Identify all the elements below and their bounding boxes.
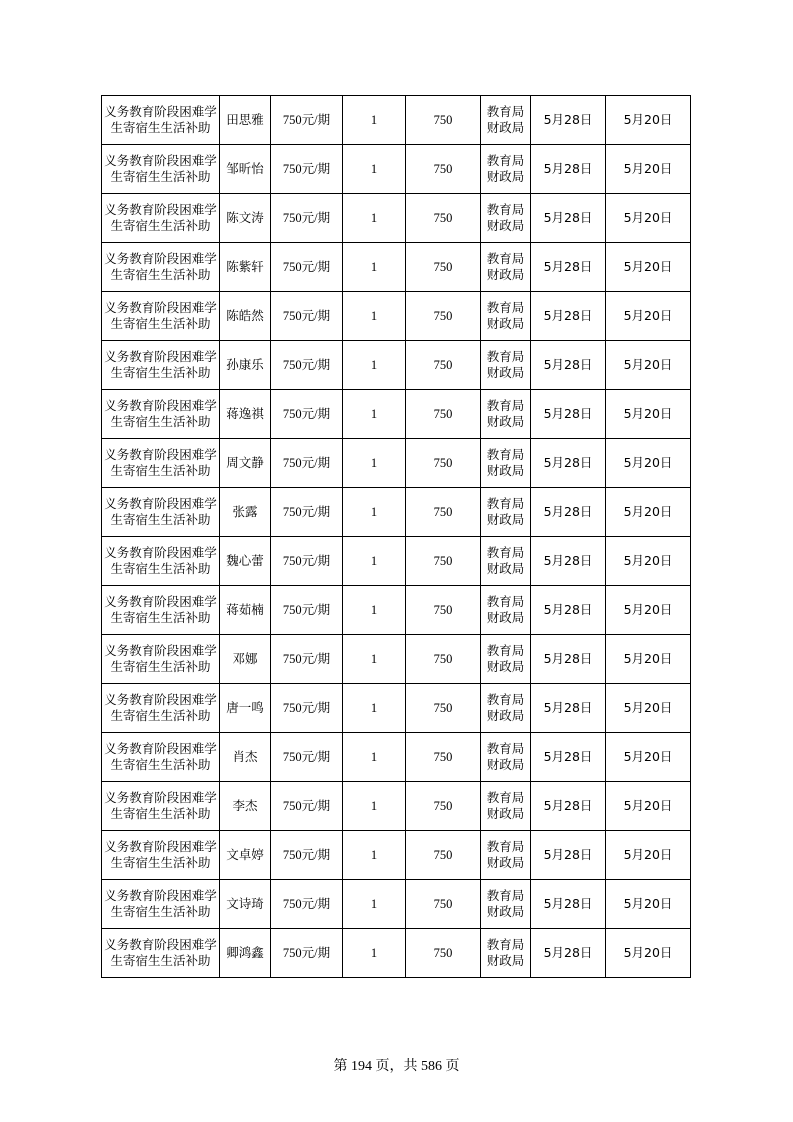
cell-date-1: 5月28日 [531,635,606,684]
cell-amount: 750 [406,292,481,341]
cell-quantity: 1 [343,292,406,341]
cell-amount: 750 [406,929,481,978]
cell-student-name: 李杰 [220,782,271,831]
cell-department: 教育局财政局 [481,292,531,341]
cell-student-name: 文卓婷 [220,831,271,880]
cell-amount: 750 [406,831,481,880]
cell-quantity: 1 [343,586,406,635]
cell-date-2: 5月20日 [606,341,691,390]
cell-subsidy-item: 义务教育阶段困难学生寄宿生生活补助 [102,880,220,929]
cell-student-name: 周文静 [220,439,271,488]
cell-quantity: 1 [343,537,406,586]
cell-department: 教育局财政局 [481,635,531,684]
cell-amount: 750 [406,733,481,782]
cell-department: 教育局财政局 [481,782,531,831]
cell-date-1: 5月28日 [531,292,606,341]
cell-date-1: 5月28日 [531,439,606,488]
cell-standard: 750元/期 [271,390,343,439]
cell-standard: 750元/期 [271,145,343,194]
cell-student-name: 蒋茹楠 [220,586,271,635]
cell-student-name: 肖杰 [220,733,271,782]
table-row [102,586,691,635]
cell-standard: 750元/期 [271,831,343,880]
footer-suffix: 页 [445,1059,460,1074]
cell-subsidy-item: 义务教育阶段困难学生寄宿生生活补助 [102,684,220,733]
table-row [102,488,691,537]
cell-date-1: 5月28日 [531,194,606,243]
cell-student-name: 魏心蕾 [220,537,271,586]
cell-amount: 750 [406,488,481,537]
cell-student-name: 卿鸿鑫 [220,929,271,978]
cell-date-2: 5月20日 [606,439,691,488]
cell-date-2: 5月20日 [606,635,691,684]
cell-date-2: 5月20日 [606,782,691,831]
cell-department: 教育局财政局 [481,733,531,782]
cell-subsidy-item: 义务教育阶段困难学生寄宿生生活补助 [102,537,220,586]
cell-quantity: 1 [343,390,406,439]
cell-date-1: 5月28日 [531,929,606,978]
cell-subsidy-item: 义务教育阶段困难学生寄宿生生活补助 [102,292,220,341]
cell-subsidy-item: 义务教育阶段困难学生寄宿生生活补助 [102,96,220,145]
cell-date-1: 5月28日 [531,390,606,439]
cell-amount: 750 [406,390,481,439]
cell-department: 教育局财政局 [481,194,531,243]
cell-student-name: 唐一鸣 [220,684,271,733]
table-row [102,831,691,880]
cell-department: 教育局财政局 [481,341,531,390]
cell-amount: 750 [406,439,481,488]
cell-subsidy-item: 义务教育阶段困难学生寄宿生生活补助 [102,145,220,194]
cell-department: 教育局财政局 [481,537,531,586]
cell-quantity: 1 [343,782,406,831]
cell-quantity: 1 [343,929,406,978]
cell-amount: 750 [406,194,481,243]
cell-date-1: 5月28日 [531,341,606,390]
table-row [102,635,691,684]
cell-student-name: 陈皓然 [220,292,271,341]
cell-department: 教育局财政局 [481,488,531,537]
cell-student-name: 张露 [220,488,271,537]
cell-student-name: 蒋逸祺 [220,390,271,439]
cell-department: 教育局财政局 [481,586,531,635]
cell-date-1: 5月28日 [531,831,606,880]
cell-date-2: 5月20日 [606,292,691,341]
cell-amount: 750 [406,782,481,831]
table-body [102,96,691,978]
cell-department: 教育局财政局 [481,929,531,978]
table-row [102,439,691,488]
cell-quantity: 1 [343,684,406,733]
cell-quantity: 1 [343,880,406,929]
cell-subsidy-item: 义务教育阶段困难学生寄宿生生活补助 [102,439,220,488]
cell-date-1: 5月28日 [531,96,606,145]
cell-standard: 750元/期 [271,586,343,635]
cell-amount: 750 [406,684,481,733]
cell-date-1: 5月28日 [531,243,606,292]
cell-subsidy-item: 义务教育阶段困难学生寄宿生生活补助 [102,586,220,635]
table-row [102,880,691,929]
cell-date-1: 5月28日 [531,488,606,537]
cell-student-name: 田思雅 [220,96,271,145]
cell-amount: 750 [406,537,481,586]
cell-subsidy-item: 义务教育阶段困难学生寄宿生生活补助 [102,341,220,390]
cell-date-1: 5月28日 [531,782,606,831]
cell-date-2: 5月20日 [606,831,691,880]
table-row [102,537,691,586]
cell-date-2: 5月20日 [606,488,691,537]
cell-department: 教育局财政局 [481,684,531,733]
cell-department: 教育局财政局 [481,145,531,194]
cell-standard: 750元/期 [271,341,343,390]
cell-date-2: 5月20日 [606,194,691,243]
cell-date-2: 5月20日 [606,684,691,733]
table-row [102,684,691,733]
cell-standard: 750元/期 [271,488,343,537]
cell-date-2: 5月20日 [606,880,691,929]
cell-date-2: 5月20日 [606,145,691,194]
cell-quantity: 1 [343,733,406,782]
cell-date-2: 5月20日 [606,586,691,635]
cell-date-1: 5月28日 [531,880,606,929]
cell-date-1: 5月28日 [531,733,606,782]
cell-subsidy-item: 义务教育阶段困难学生寄宿生生活补助 [102,635,220,684]
footer-prefix: 第 [333,1059,348,1074]
cell-quantity: 1 [343,488,406,537]
cell-date-1: 5月28日 [531,586,606,635]
cell-amount: 750 [406,96,481,145]
cell-subsidy-item: 义务教育阶段困难学生寄宿生生活补助 [102,782,220,831]
cell-department: 教育局财政局 [481,390,531,439]
cell-standard: 750元/期 [271,635,343,684]
footer-current-page: 194 [351,1059,372,1074]
table-row [102,145,691,194]
table-row [102,929,691,978]
cell-date-2: 5月20日 [606,243,691,292]
cell-quantity: 1 [343,96,406,145]
cell-quantity: 1 [343,341,406,390]
cell-subsidy-item: 义务教育阶段困难学生寄宿生生活补助 [102,194,220,243]
cell-amount: 750 [406,243,481,292]
cell-department: 教育局财政局 [481,439,531,488]
cell-quantity: 1 [343,145,406,194]
cell-subsidy-item: 义务教育阶段困难学生寄宿生生活补助 [102,929,220,978]
table-row [102,390,691,439]
cell-date-1: 5月28日 [531,684,606,733]
cell-subsidy-item: 义务教育阶段困难学生寄宿生生活补助 [102,831,220,880]
cell-amount: 750 [406,341,481,390]
cell-subsidy-item: 义务教育阶段困难学生寄宿生生活补助 [102,243,220,292]
subsidy-table [101,95,691,978]
cell-quantity: 1 [343,635,406,684]
cell-subsidy-item: 义务教育阶段困难学生寄宿生生活补助 [102,390,220,439]
cell-student-name: 邓娜 [220,635,271,684]
table-row [102,733,691,782]
cell-subsidy-item: 义务教育阶段困难学生寄宿生生活补助 [102,733,220,782]
cell-standard: 750元/期 [271,194,343,243]
cell-date-2: 5月20日 [606,96,691,145]
table-row [102,782,691,831]
cell-date-1: 5月28日 [531,537,606,586]
cell-standard: 750元/期 [271,733,343,782]
cell-amount: 750 [406,880,481,929]
cell-subsidy-item: 义务教育阶段困难学生寄宿生生活补助 [102,488,220,537]
cell-quantity: 1 [343,194,406,243]
cell-standard: 750元/期 [271,880,343,929]
table-row [102,194,691,243]
cell-student-name: 陈文涛 [220,194,271,243]
table-row [102,243,691,292]
cell-student-name: 文诗琦 [220,880,271,929]
cell-standard: 750元/期 [271,96,343,145]
cell-date-2: 5月20日 [606,537,691,586]
cell-standard: 750元/期 [271,439,343,488]
cell-standard: 750元/期 [271,782,343,831]
table-row [102,341,691,390]
cell-date-2: 5月20日 [606,390,691,439]
cell-date-2: 5月20日 [606,733,691,782]
cell-quantity: 1 [343,243,406,292]
cell-student-name: 孙康乐 [220,341,271,390]
cell-department: 教育局财政局 [481,831,531,880]
table-row [102,96,691,145]
footer-total-pages: 586 [421,1059,442,1074]
footer-middle: 页，共 [375,1059,418,1074]
cell-quantity: 1 [343,439,406,488]
page-footer [0,1055,793,1075]
cell-department: 教育局财政局 [481,96,531,145]
cell-standard: 750元/期 [271,243,343,292]
cell-amount: 750 [406,586,481,635]
cell-department: 教育局财政局 [481,243,531,292]
cell-quantity: 1 [343,831,406,880]
cell-amount: 750 [406,145,481,194]
cell-date-1: 5月28日 [531,145,606,194]
cell-standard: 750元/期 [271,929,343,978]
cell-department: 教育局财政局 [481,880,531,929]
table-row [102,292,691,341]
cell-date-2: 5月20日 [606,929,691,978]
cell-student-name: 陈紫轩 [220,243,271,292]
cell-standard: 750元/期 [271,684,343,733]
cell-standard: 750元/期 [271,292,343,341]
cell-amount: 750 [406,635,481,684]
cell-standard: 750元/期 [271,537,343,586]
cell-student-name: 邹昕怡 [220,145,271,194]
